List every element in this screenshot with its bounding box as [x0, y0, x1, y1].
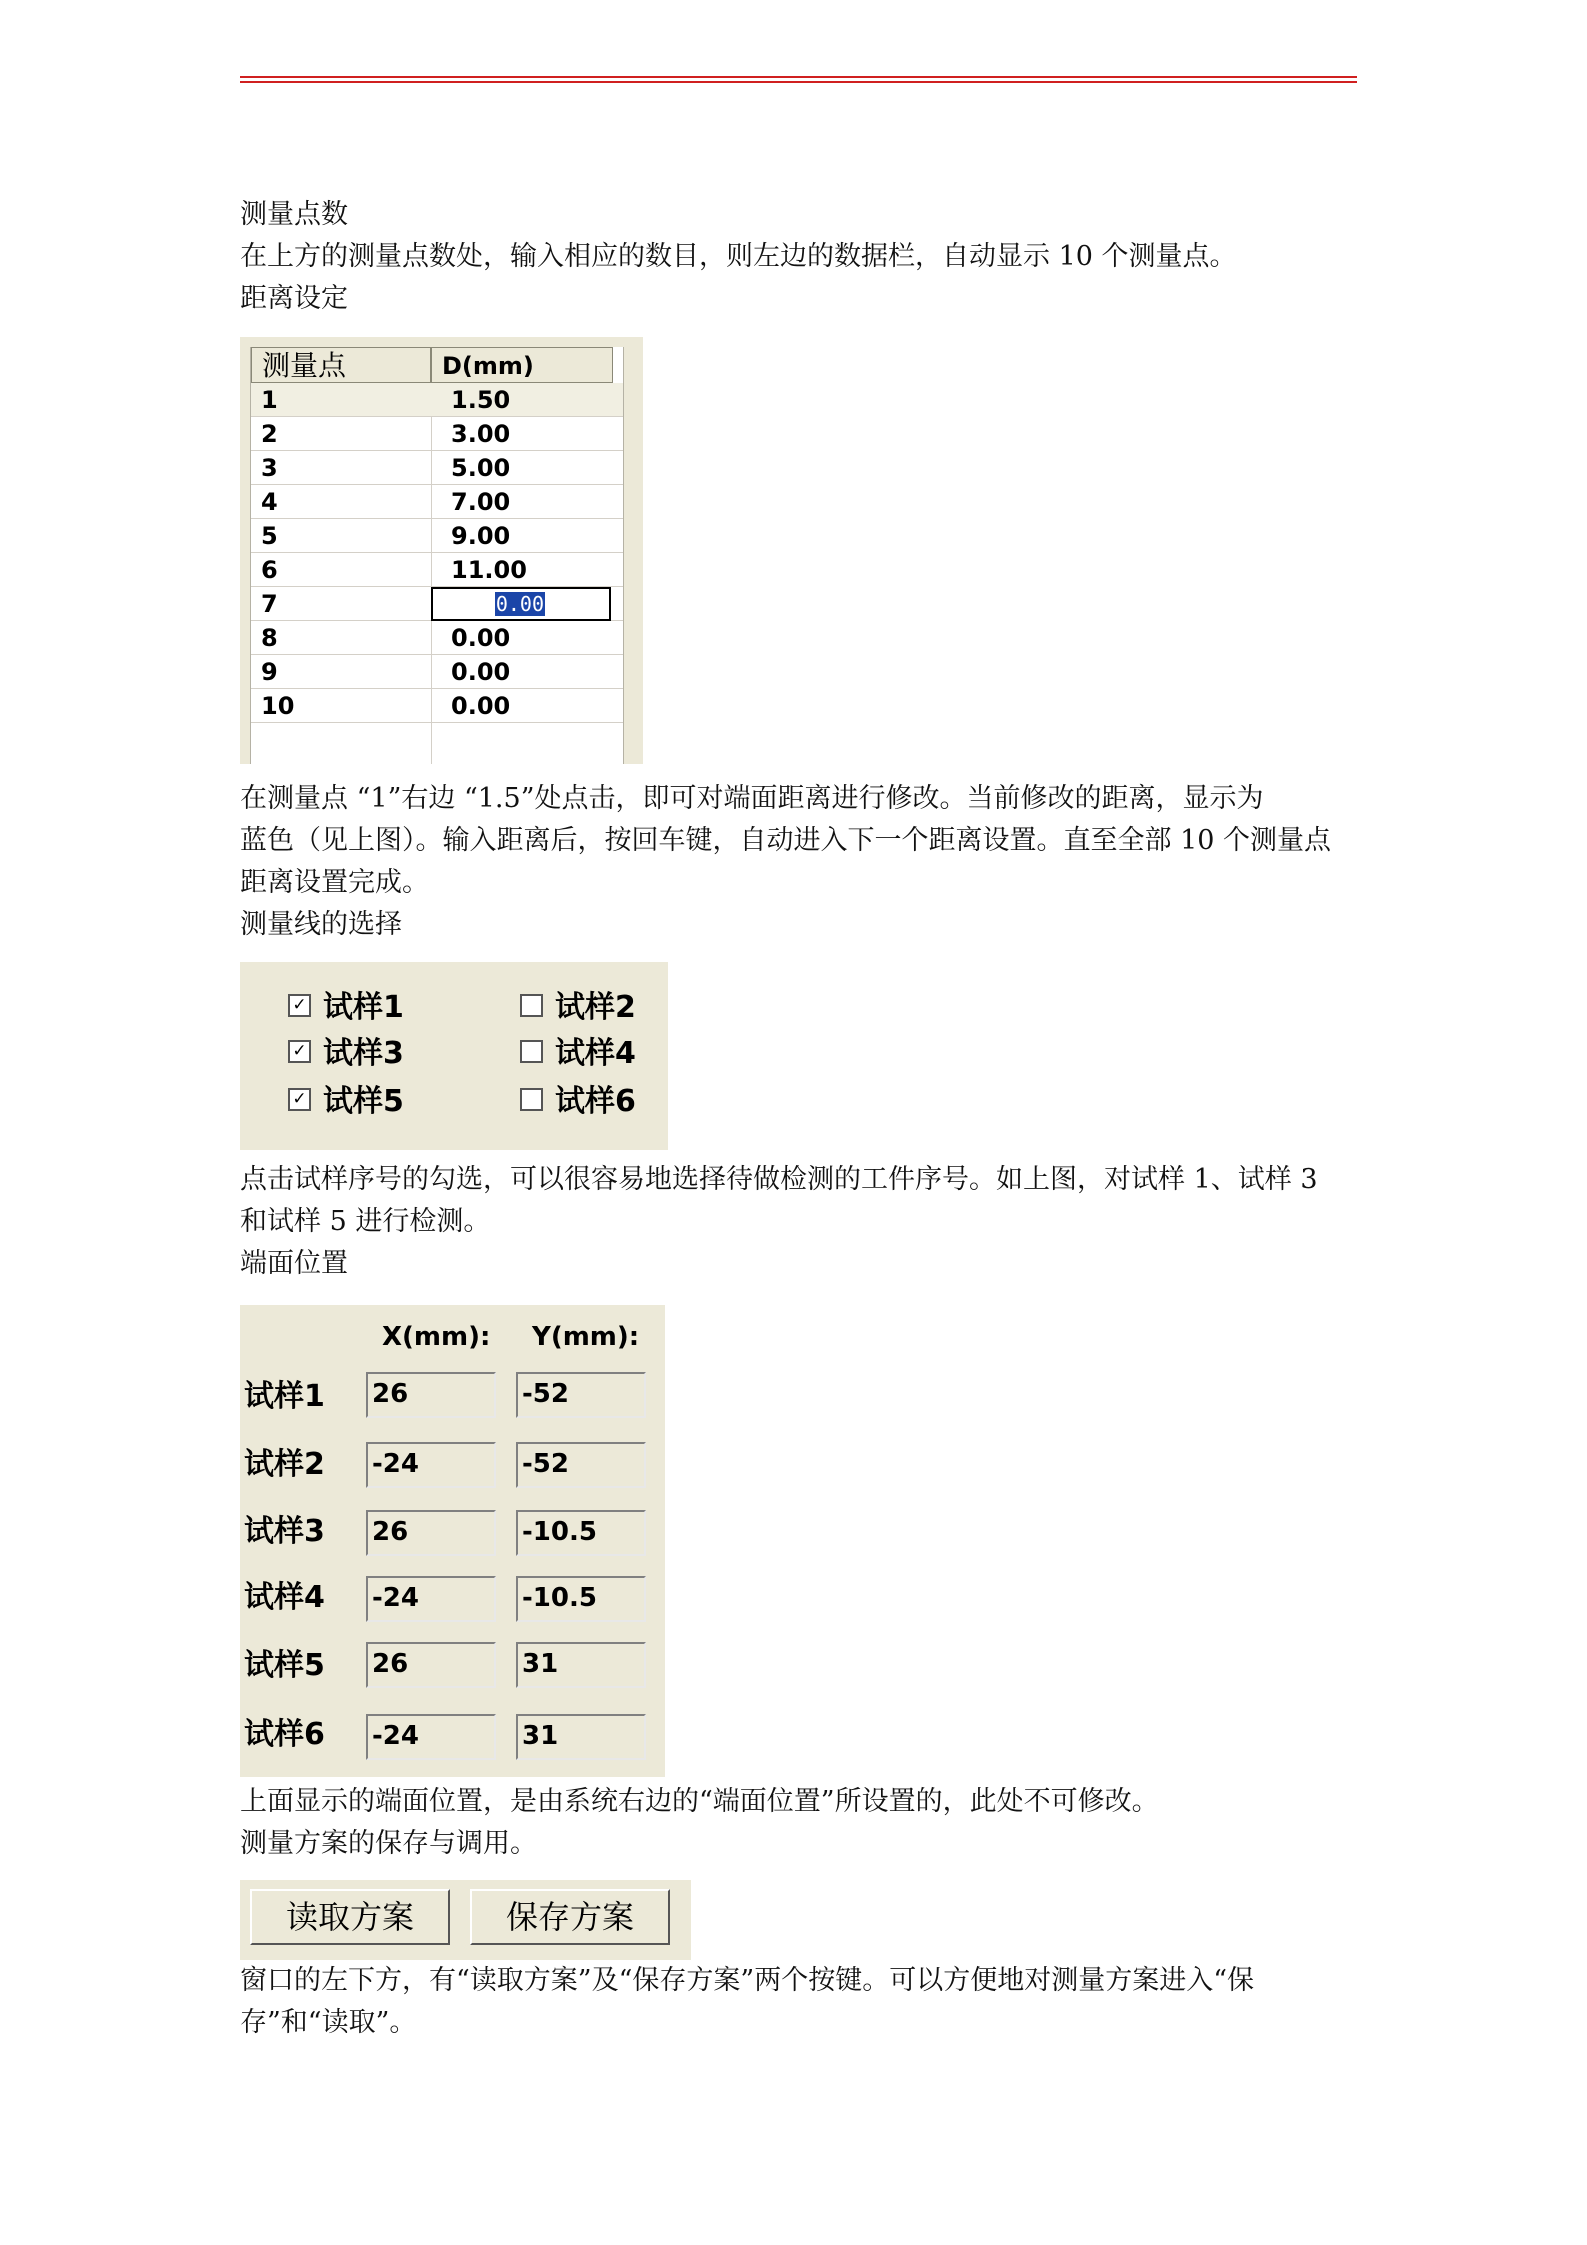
check-icon: ✓	[288, 994, 311, 1017]
y-field: -52	[516, 1442, 646, 1488]
point-cell: 5	[261, 522, 278, 550]
y-field: 31	[516, 1714, 646, 1760]
empty-check-icon	[520, 994, 543, 1017]
distance-cell[interactable]: 5.00	[451, 454, 511, 482]
checkbox-sample-3[interactable]	[288, 1034, 404, 1074]
table-row[interactable]	[251, 689, 623, 723]
endface-position-panel	[240, 1305, 665, 1777]
checkbox-sample-4[interactable]	[520, 1034, 636, 1074]
checkbox-sample-6[interactable]	[520, 1082, 636, 1122]
table-row[interactable]	[251, 485, 623, 519]
save-plan-button[interactable]: 保存方案	[470, 1889, 670, 1945]
point-cell: 6	[261, 556, 278, 584]
x-column-header: X(mm):	[382, 1322, 491, 1352]
table-row[interactable]	[251, 383, 623, 417]
row-label: 试样1	[244, 1379, 325, 1414]
heading-plan: 测量方案的保存与调用。	[240, 1828, 537, 1859]
text-checkbox-1: 点击试样序号的勾选，可以很容易地选择待做检测的工件序号。如上图，对试样 1、试样 3	[240, 1164, 1318, 1195]
distance-cell[interactable]: 0.00	[451, 692, 511, 720]
distance-cell[interactable]: 9.00	[451, 522, 511, 550]
checkbox-sample-2[interactable]	[520, 988, 636, 1028]
checkbox-label: 试样2	[555, 990, 636, 1025]
text-distance-1: 在测量点 “1”右边 “1.5”处点击，即可对端面距离进行修改。当前修改的距离，显示为	[240, 783, 1264, 814]
distance-cell[interactable]: 0.00	[451, 658, 511, 686]
table-row[interactable]	[251, 655, 623, 689]
x-field: 26	[366, 1642, 496, 1688]
heading-endface: 端面位置	[240, 1248, 348, 1279]
distance-edit-input[interactable]	[431, 587, 611, 621]
y-field: -10.5	[516, 1576, 646, 1622]
point-cell: 10	[261, 692, 295, 720]
empty-check-icon	[520, 1040, 543, 1063]
checkbox-sample-1[interactable]	[288, 988, 404, 1028]
text-endface: 上面显示的端面位置，是由系统右边的“端面位置”所设置的，此处不可修改。	[240, 1786, 1159, 1817]
table-row[interactable]	[251, 621, 623, 655]
checkbox-label: 试样5	[323, 1084, 404, 1119]
table-row[interactable]	[251, 417, 623, 451]
checkbox-label: 试样6	[555, 1084, 636, 1119]
point-cell: 2	[261, 420, 278, 448]
load-plan-button[interactable]: 读取方案	[250, 1889, 450, 1945]
row-label: 试样3	[244, 1514, 325, 1549]
selected-value: 0.00	[495, 592, 544, 616]
checkbox-label: 试样3	[323, 1036, 404, 1071]
distance-cell[interactable]: 1.50	[451, 386, 511, 414]
point-cell: 8	[261, 624, 278, 652]
x-field: -24	[366, 1576, 496, 1622]
row-label: 试样5	[244, 1648, 325, 1683]
distance-cell[interactable]: 7.00	[451, 488, 511, 516]
heading-distance: 距离设定	[240, 283, 348, 314]
checkbox-label: 试样4	[555, 1036, 636, 1071]
text-plan-2: 存”和“读取”。	[240, 2007, 417, 2038]
row-label: 试样2	[244, 1447, 325, 1482]
row-label: 试样6	[244, 1717, 325, 1752]
text-plan-1: 窗口的左下方，有“读取方案”及“保存方案”两个按键。可以方便地对测量方案进入“保	[240, 1965, 1255, 1996]
y-column-header: Y(mm):	[532, 1322, 640, 1352]
x-field: -24	[366, 1714, 496, 1760]
plan-button-panel	[240, 1880, 691, 1960]
check-icon: ✓	[288, 1040, 311, 1063]
checkbox-label: 试样1	[323, 990, 404, 1025]
table-row-editing[interactable]	[251, 587, 623, 621]
distance-table-panel	[240, 337, 643, 764]
point-cell: 3	[261, 454, 278, 482]
point-cell: 1	[261, 386, 278, 414]
point-cell: 7	[261, 590, 278, 618]
row-label: 试样4	[244, 1580, 325, 1615]
distance-cell[interactable]: 0.00	[451, 624, 511, 652]
heading-point-count: 测量点数	[240, 199, 348, 230]
table-row[interactable]	[251, 451, 623, 485]
check-icon: ✓	[288, 1088, 311, 1111]
text-distance-3: 距离设置完成。	[240, 867, 429, 898]
text-distance-2: 蓝色（见上图）。输入距离后，按回车键，自动进入下一个距离设置。直至全部 10 个测量点	[240, 825, 1332, 856]
text-checkbox-2: 和试样 5 进行检测。	[240, 1206, 491, 1237]
x-field: 26	[366, 1372, 496, 1418]
col-header-point[interactable]: 测量点	[251, 347, 431, 383]
y-field: 31	[516, 1642, 646, 1688]
table-row[interactable]	[251, 553, 623, 587]
y-field: -10.5	[516, 1510, 646, 1556]
text-point-count: 在上方的测量点数处，输入相应的数目，则左边的数据栏，自动显示 10 个测量点。	[240, 241, 1237, 272]
point-cell: 9	[261, 658, 278, 686]
x-field: -24	[366, 1442, 496, 1488]
empty-check-icon	[520, 1088, 543, 1111]
heading-line-select: 测量线的选择	[240, 909, 402, 940]
distance-cell[interactable]: 3.00	[451, 420, 511, 448]
table-row[interactable]	[251, 519, 623, 553]
col-header-distance[interactable]: D(mm)	[431, 347, 613, 383]
x-field: 26	[366, 1510, 496, 1556]
y-field: -52	[516, 1372, 646, 1418]
distance-cell[interactable]: 11.00	[451, 556, 527, 584]
distance-grid	[250, 347, 624, 764]
header-rule-top	[240, 76, 1357, 78]
header-rule-bottom	[240, 81, 1357, 83]
point-cell: 4	[261, 488, 278, 516]
checkbox-sample-5[interactable]	[288, 1082, 404, 1122]
sample-checkbox-panel	[240, 962, 668, 1150]
